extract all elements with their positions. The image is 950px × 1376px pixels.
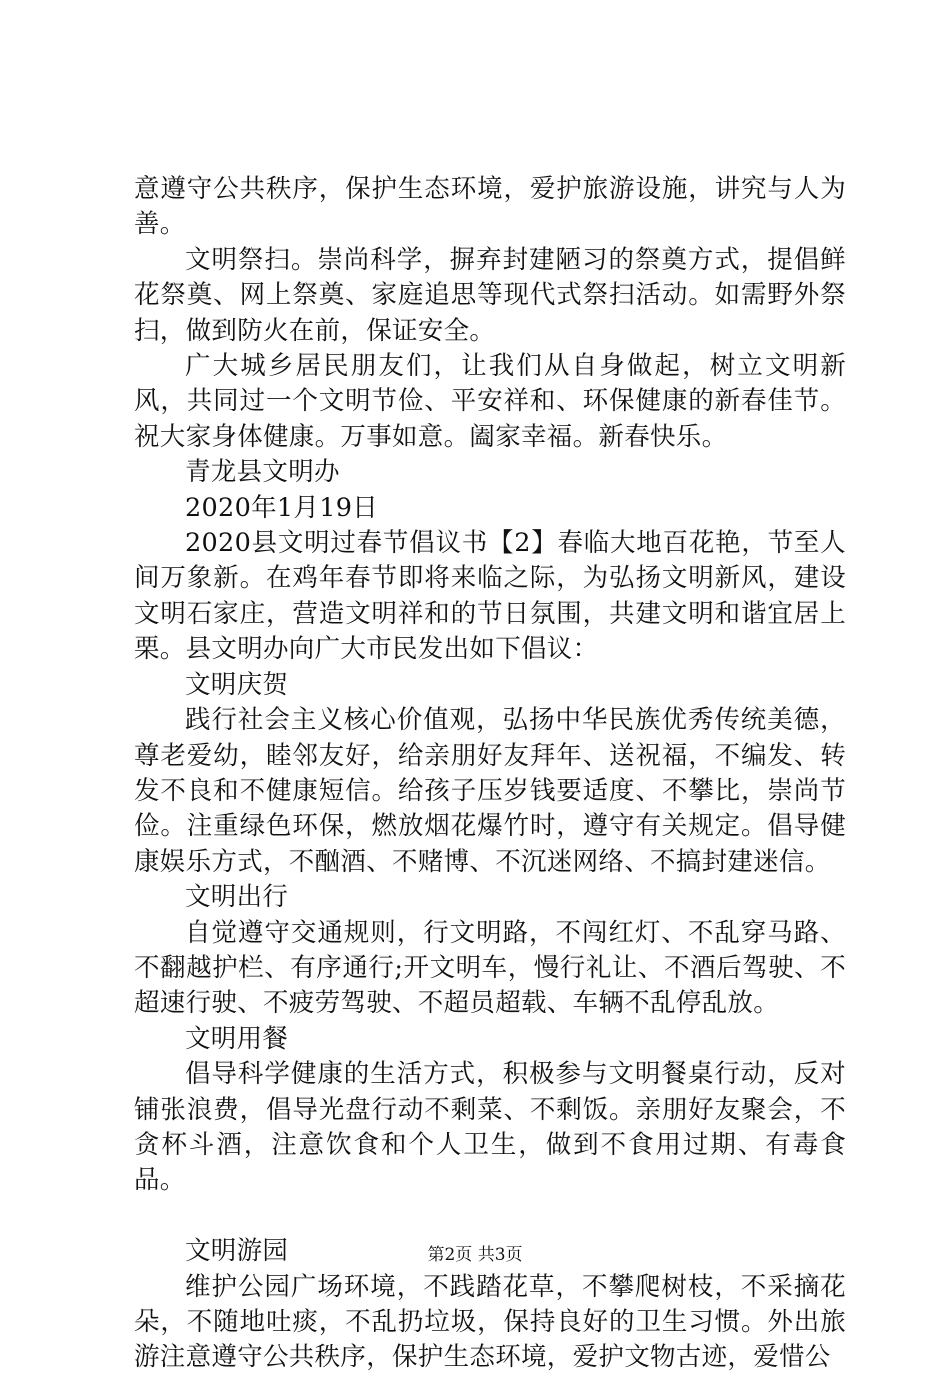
signature-date: 2020年1月19日 (185, 492, 379, 523)
paragraph-continuation: 意遵守公共秩序，保护生态环境，爱护旅游设施，讲究与人为善。 (134, 174, 846, 240)
heading-civilized-celebration: 文明庆贺 (185, 669, 289, 700)
page-footer (0, 1244, 950, 1266)
paragraph-civilized-dining: 倡导科学健康的生活方式，积极参与文明餐桌行动，反对铺张浪费，倡导光盘行动不剩菜、不剩饭。亲朋好友聚会，不贪杯斗酒，注意饮食和个人卫生，做到不食用过期、有毒食品。 (134, 1059, 846, 1196)
paragraph-appeal: 广大城乡居民朋友们，让我们从自身做起，树立文明新风，共同过一个文明节俭、平安祥和、环保健康的新春佳节。祝大家身体健康。万事如意。阖家幸福。新春快乐。 (134, 351, 846, 452)
paragraph-civilized-travel: 自觉遵守交通规则，行文明路，不闯红灯、不乱穿马路、不翻越护栏、有序通行;开文明车，慢行礼让、不酒后驾驶、不超速行驶、不疲劳驾驶、不超员超载、车辆不乱停乱放。 (134, 917, 846, 1019)
paragraph-civilized-tomb-sweeping: 文明祭扫。崇尚科学，摒弃封建陋习的祭奠方式，提倡鲜花祭奠、网上祭奠、家庭追思等现代式祭扫活动。如需野外祭扫，做到防火在前，保证安全。 (134, 244, 846, 346)
page-body (134, 172, 846, 1376)
paragraph-proposal-intro: 2020县文明过春节倡议书【2】春临大地百花艳，节至人间万象新。在鸡年春节即将来临之际，为弘扬文明新风，建设文明石家庄，营造文明祥和的节日氛围，共建文明和谐宜居上栗。县文明办向广大市民发出如下倡议： (134, 528, 846, 665)
heading-civilized-travel: 文明出行 (185, 882, 289, 913)
heading-civilized-dining: 文明用餐 (185, 1023, 289, 1054)
paragraph-civilized-park: 维护公园广场环境，不践踏花草，不攀爬树枝，不采摘花朵，不随地吐痰，不乱扔垃圾，保持良好的卫生习惯。外出旅游注意遵守公共秩序，保护生态环境，爱护文物古迹，爱惜公 (134, 1271, 846, 1373)
page-number: 第2页 共3页 (427, 1245, 523, 1265)
heading-civilized-park: 文明游园 (185, 1236, 289, 1267)
signature-office: 青龙县文明办 (185, 457, 340, 488)
paragraph-civilized-celebration: 践行社会主义核心价值观，弘扬中华民族优秀传统美德，尊老爱幼，睦邻友好，给亲朋好友拜年、送祝福，不编发、转发不良和不健康短信。给孩子压岁钱要适度、不攀比，崇尚节俭。注重绿色环保，燃放烟花爆竹时，遵守有关规定。倡导健康娱乐方式，不酗酒、不赌博、不沉迷网络、不搞封建迷信。 (134, 705, 846, 877)
